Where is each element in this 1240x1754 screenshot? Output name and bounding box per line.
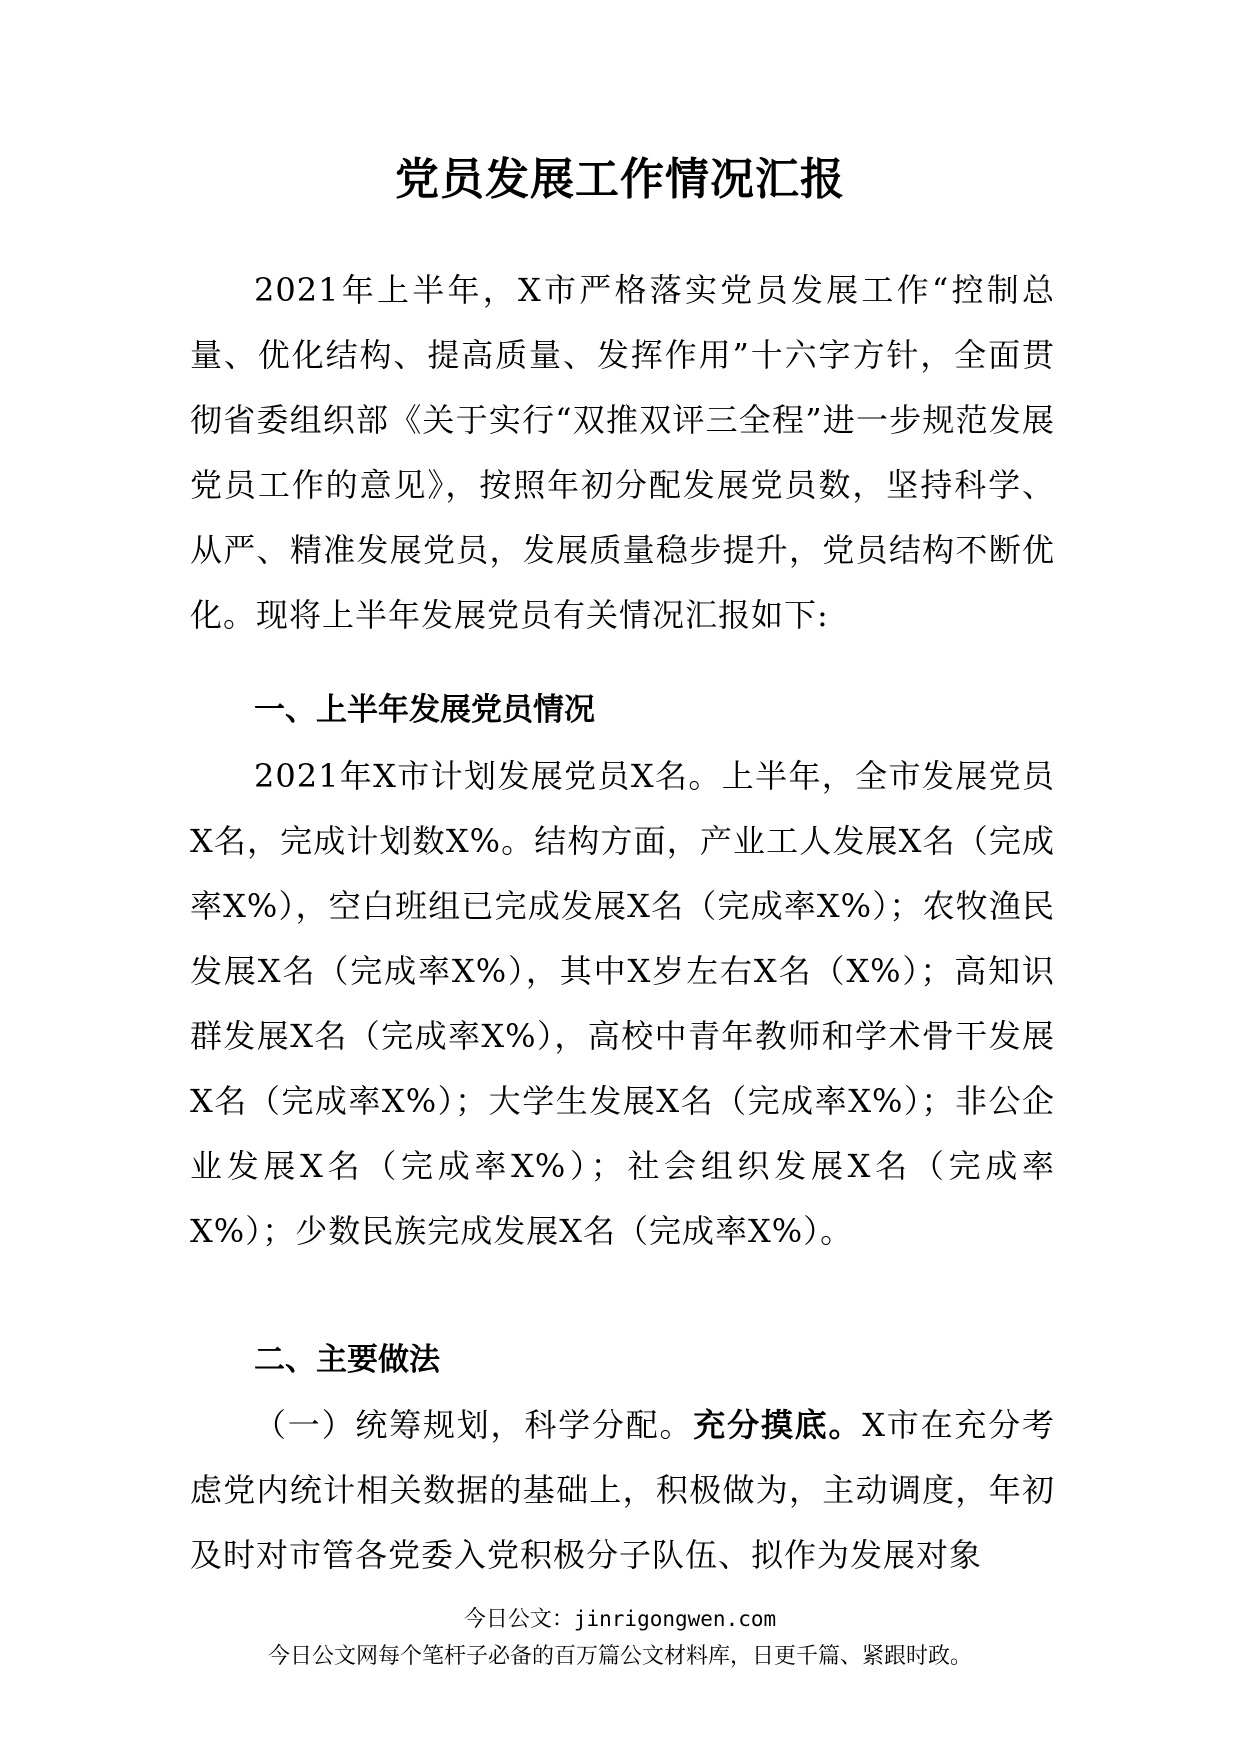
footer-site-url[interactable]: jinrigongwen.com	[573, 1607, 777, 1631]
footer-site-label: 今日公文：	[463, 1607, 574, 1632]
document-title: 党员发展工作情况汇报	[395, 154, 845, 205]
paragraph-main-practices	[190, 1393, 1055, 1588]
section-heading-2: 二、主要做法	[254, 1342, 440, 1378]
paragraph-development-status: 2021年X市计划发展党员X名。上半年，全市发展党员X名，完成计划数X%。结构方面，产业工人发展X名（完成率X%），空白班组已完成发展X名（完成率X%）；农牧渔民发展X名（完成率X%），其中X岁左右X名（X%）；高知识群发展X名（完成率X%），高校中青年教师和学术骨干发展X名（完成率X%）；大学生发展X名（完成率X%）；非公企业发展X名（完成率X%）；社会组织发展X名（完成率X%）；少数民族完成发展X名（完成率X%）。	[190, 757, 1055, 1250]
paragraph-intro: 2021年上半年，X市严格落实党员发展工作“控制总量、优化结构、提高质量、发挥作用”十六字方针，全面贯彻省委组织部《关于实行“双推双评三全程”进一步规范发展党员工作的意见》，按照年初分配发展党员数，坚持科学、从严、精准发展党员，发展质量稳步提升，党员结构不断优化。现将上半年发展党员有关情况汇报如下:	[190, 271, 1055, 634]
section-heading-1: 一、上半年发展党员情况	[254, 692, 595, 728]
paragraph-rest-text: X市在充分考虑党内统计相关数据的基础上，积极做为，主动调度，年初及时对市管各党委入党积极分子队伍、拟作为发展对象	[190, 1406, 1055, 1574]
paragraph-lead-text: （一）统筹规划，科学分配。	[254, 1406, 694, 1444]
footer-site-line	[0, 1604, 1240, 1635]
footer-slogan: 今日公文网每个笔杆子必备的百万篇公文材料库，日更千篇、紧跟时政。	[267, 1644, 972, 1669]
paragraph-bold-text: 充分摸底。	[693, 1406, 863, 1444]
